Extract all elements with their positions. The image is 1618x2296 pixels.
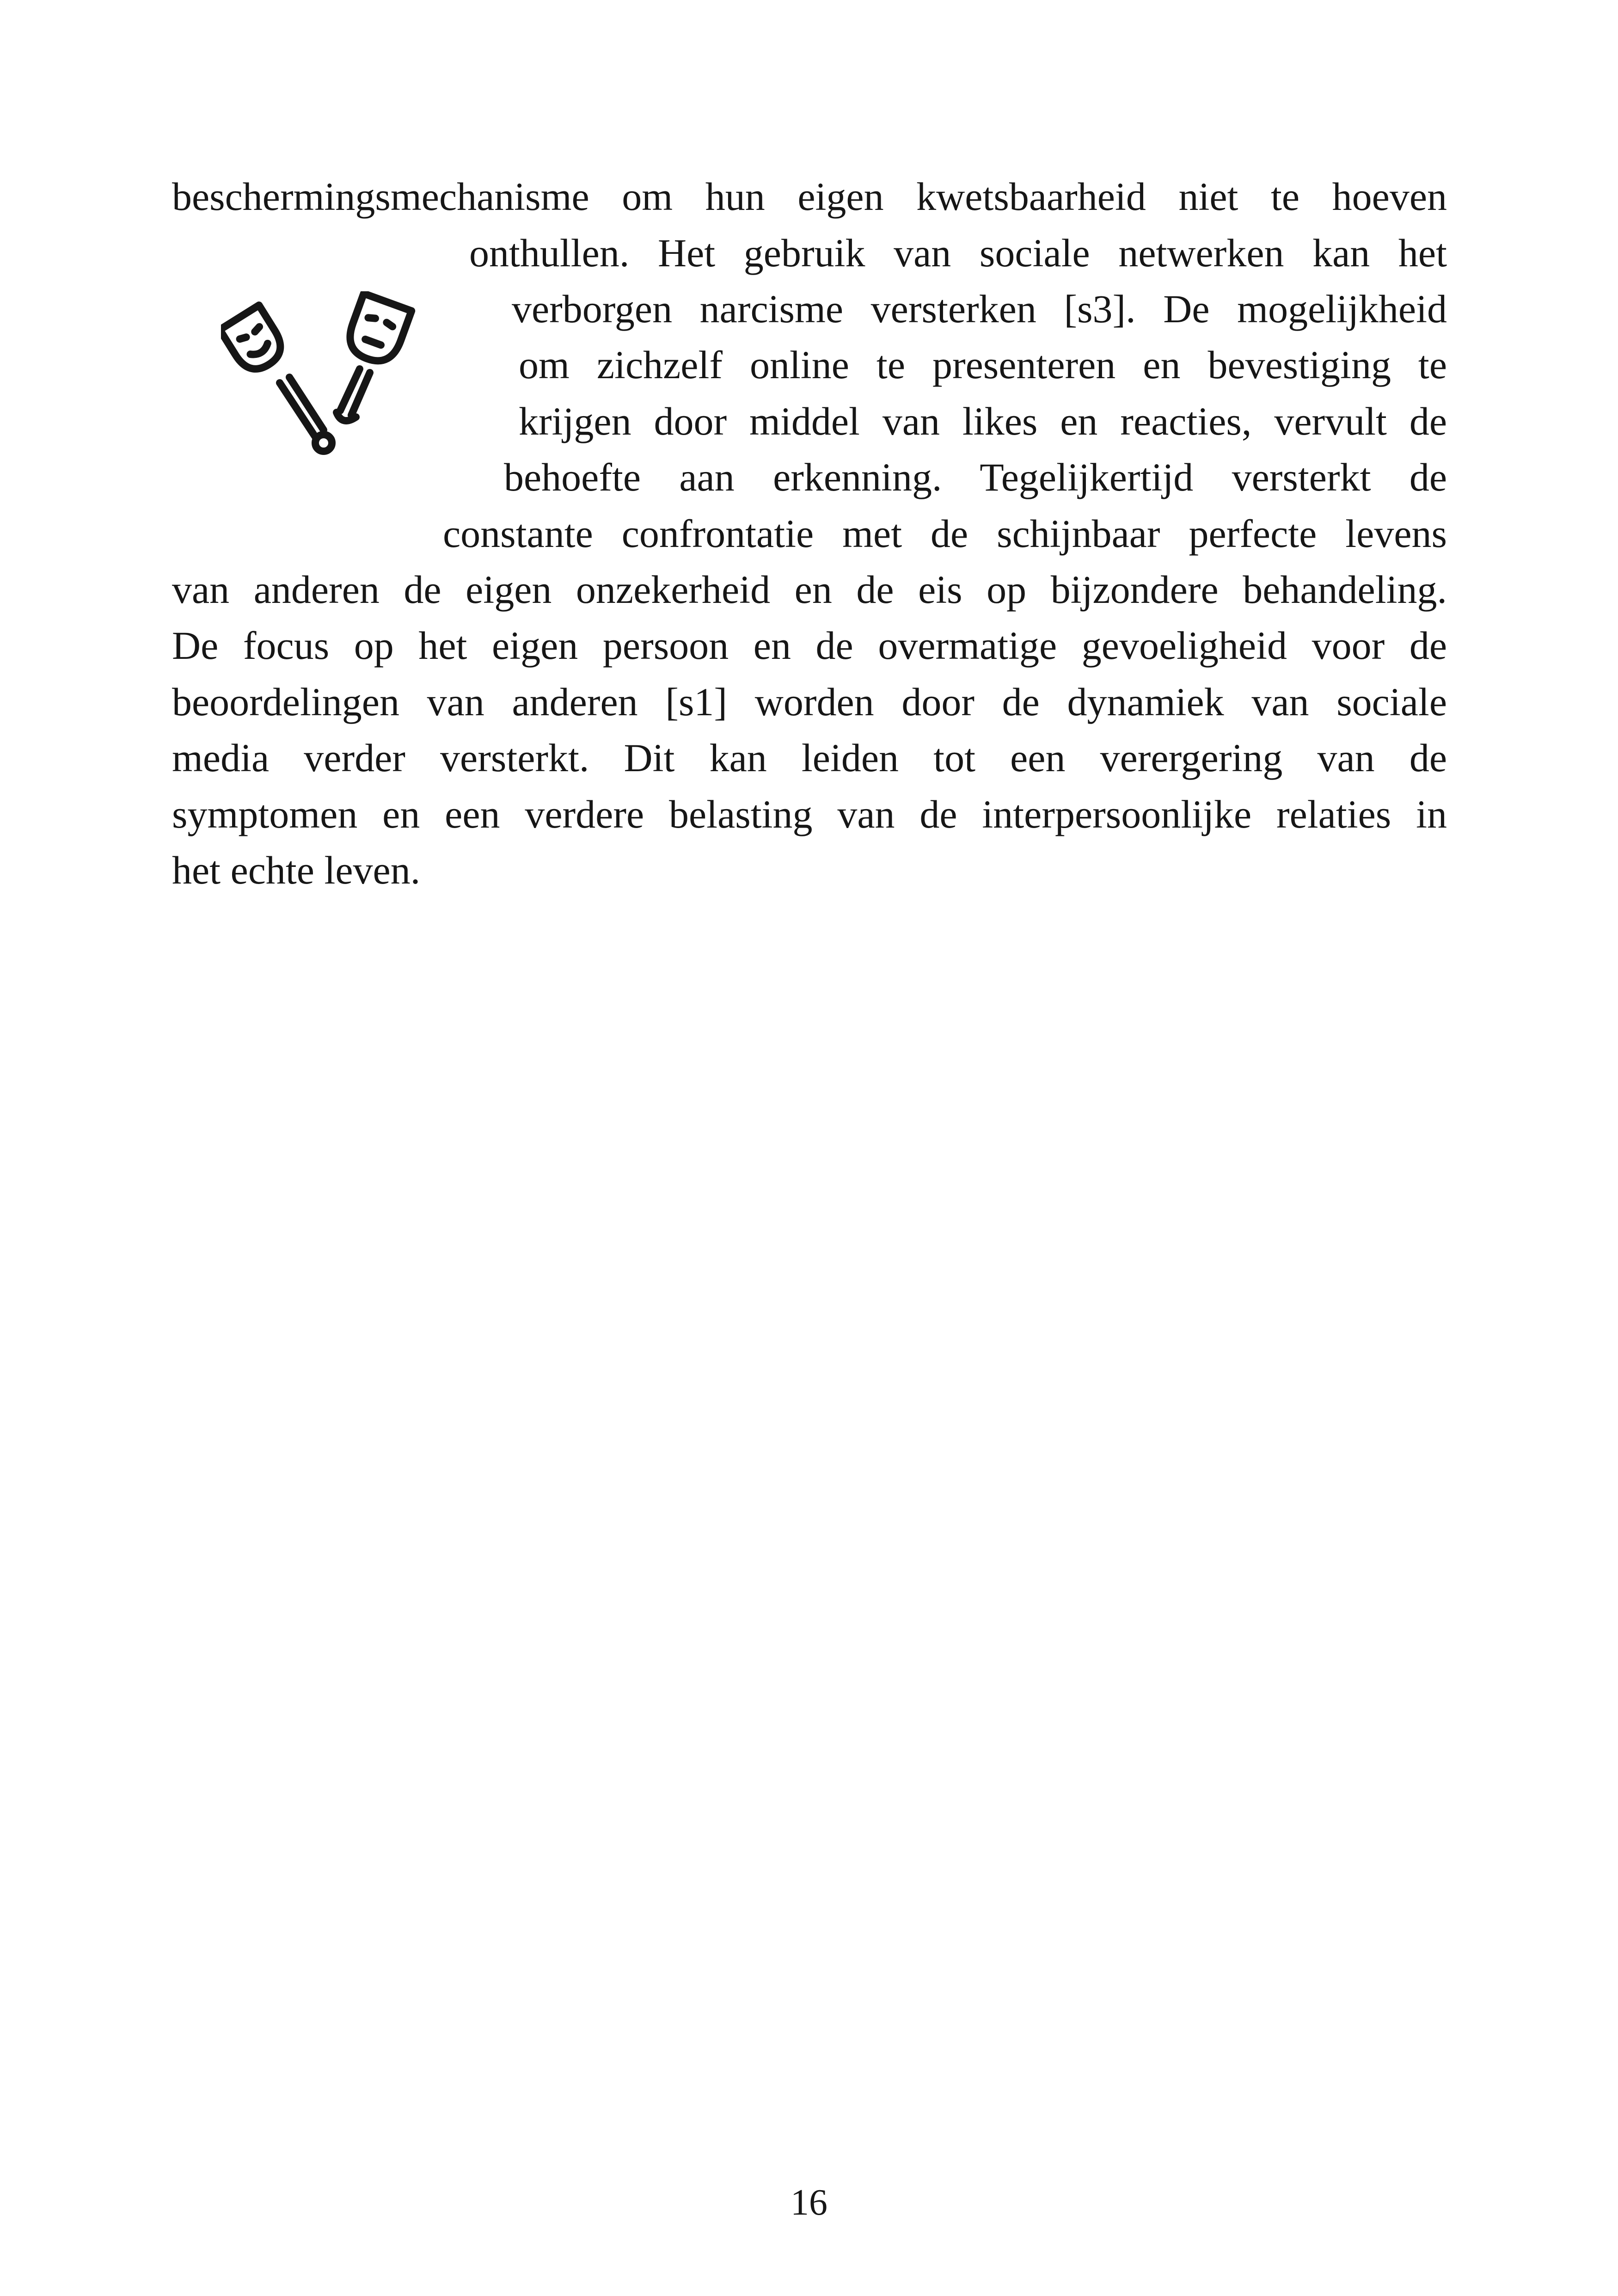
body-line: onthullen. Het gebruik van sociale netwerken kan het [469,231,1447,275]
body-line: krijgen door middel van likes en reacties, vervult de [519,399,1447,443]
body-line: behoefte aan erkenning. Tegelijkertijd versterkt de [504,455,1447,499]
page-number: 16 [791,2182,827,2223]
body-line: media verder versterkt. Dit kan leiden tot een verergering van de [172,736,1447,780]
body-line: om zichzelf online te presenteren en bevestiging te [519,343,1447,387]
theater-masks-icon [221,291,438,476]
body-line: De focus op het eigen persoon en de overmatige gevoeligheid voor de [172,623,1447,668]
body-line: het echte leven. [172,848,421,892]
body-line: verborgen narcisme versterken [s3]. De mogelijkheid [512,287,1447,331]
body-line: beoordelingen van anderen [s1] worden door de dynamiek van sociale [172,680,1447,724]
body-line: beschermingsmechanisme om hun eigen kwetsbaarheid niet te hoeven [172,174,1447,219]
body-line: symptomen en een verdere belasting van de interpersoonlijke relaties in [172,792,1447,836]
body-line: constante confrontatie met de schijnbaar perfecte levens [443,511,1447,556]
body-line: van anderen de eigen onzekerheid en de eis op bijzondere behandeling. [172,567,1447,612]
